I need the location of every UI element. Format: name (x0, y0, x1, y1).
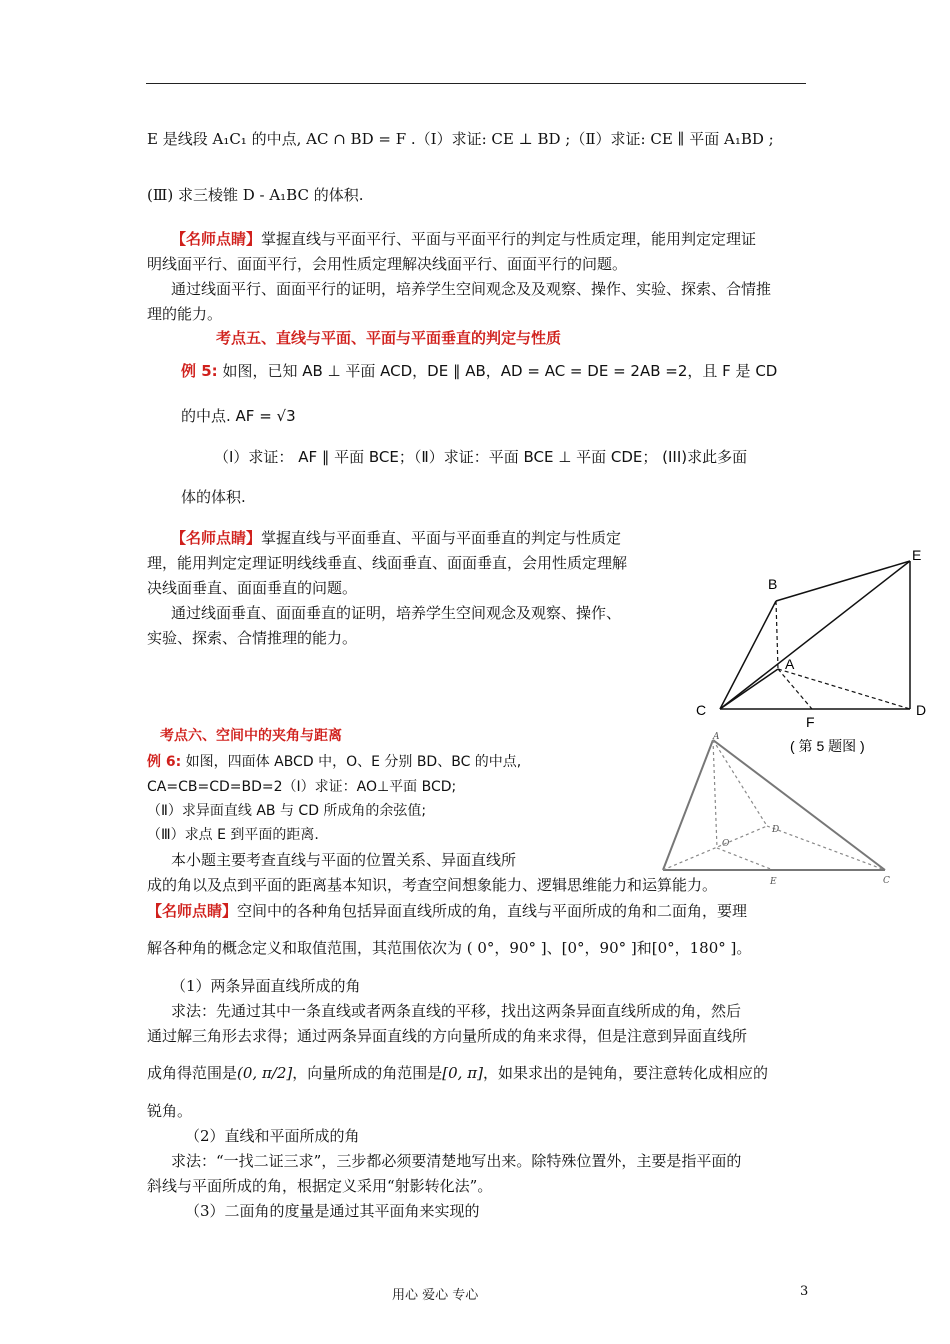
example-6-text-1: 如图，四面体 ABCD 中，O、E 分别 BD、BC 的中点, (185, 754, 522, 770)
header-rule (146, 83, 806, 84)
tip2-line-5: 实验、探索、合情推理的能力。 (147, 629, 358, 647)
label-C: C (696, 702, 707, 718)
tip2-line-1 (171, 527, 621, 548)
subsection-1-para-4: 锐角。 (147, 1102, 193, 1120)
edge-CB (720, 601, 776, 709)
figure-5-diagram (690, 545, 940, 760)
edge-AO (713, 740, 717, 848)
edge-AB (663, 740, 713, 870)
label-E: E (912, 547, 922, 563)
problem-line-1: E 是线段 A₁C₁ 的中点, AC ∩ BD = F .（Ⅰ）求证: CE ⊥ BD ;（Ⅱ）求证: CE ∥ 平面 A₁BD ; (147, 130, 774, 148)
range-text-c: ，如果求出的是钝角，要注意转化成相应的 (482, 1064, 768, 1082)
label-D: D (916, 702, 927, 718)
subsection-1-para-1: 求法：先通过其中一条直线或者两条直线的平移，找出这两条异面直线所成的角，然后 (171, 1002, 742, 1020)
tip1-line-3: 通过线面平行、面面平行的证明，培养学生空间观念及及观察、操作、实验、探索、合情推 (171, 280, 772, 298)
section-6-title: 考点六、空间中的夹角与距离 (160, 728, 342, 744)
tip1-line-2: 明线面平行、面面平行，会用性质定理解决线面平行、面面平行的问题。 (147, 255, 628, 273)
edge-BE (776, 561, 910, 601)
tip1-text-1: 掌握直线与平面平行、平面与平面平行的判定与性质定理，能用判定定理证 (261, 230, 757, 248)
label-O: O (722, 839, 730, 849)
example-6-line-4: （Ⅲ）求点 E 到平面的距离. (147, 827, 319, 843)
range-2: [0, π] (442, 1064, 483, 1082)
range-1: (0, π/2] (237, 1064, 293, 1082)
page-number: 3 (800, 1284, 809, 1299)
example-5-line-2: 的中点. AF = √3 (181, 407, 296, 425)
subsection-1-para-2: 通过解三角形去求得；通过两条异面直线的方向量所成的角来求得，但是注意到异面直线所 (147, 1027, 748, 1045)
subsection-1-para-3 (147, 1062, 768, 1083)
edge-DC (767, 826, 885, 870)
problem-line-2: (Ⅲ) 求三棱锥 D - A₁BC 的体积. (147, 186, 364, 204)
figure-5-caption: ( 第 5 题图 ) (790, 738, 865, 754)
tip2-line-2: 理，能用判定定理证明线线垂直、线面垂直、面面垂直，会用性质定理解 (147, 554, 628, 572)
example-6-line-2: CA=CB=CD=BD=2（Ⅰ）求证：AO⊥平面 BCD; (147, 779, 457, 795)
label-A: A (713, 732, 720, 742)
label-F: F (806, 714, 815, 730)
tip2-line-3: 决线面垂直、面面垂直的问题。 (147, 579, 358, 597)
edge-AC (713, 740, 885, 870)
label-D: D (772, 825, 780, 835)
edge-CE (720, 561, 910, 709)
edge-AD (778, 669, 910, 709)
section-5-title: 考点五、直线与平面、平面与平面垂直的判定与性质 (216, 329, 562, 347)
edge-CA (720, 669, 778, 709)
example-6-para-1: 本小题主要考查直线与平面的位置关系、异面直线所 (171, 851, 517, 869)
range-text-b: ，向量所成的角范围是 (292, 1064, 443, 1082)
label-A: A (785, 656, 795, 672)
edge-BD (663, 826, 767, 870)
range-text-a: 成角得范围是 (147, 1064, 238, 1082)
example-6-para-2: 成的角以及点到平面的距离基本知识，考查空间想象能力、逻辑思维能力和运算能力。 (147, 876, 718, 894)
subsection-2-para-2: 斜线与平面所成的角，根据定义采用“射影转化法”。 (147, 1177, 493, 1195)
example-6-line-3: （Ⅱ）求异面直线 AB 与 CD 所成角的余弦值; (147, 803, 427, 819)
tip1-line-4: 理的能力。 (147, 305, 223, 323)
subsection-3-title: （3）二面角的度量是通过其平面角来实现的 (185, 1202, 480, 1220)
example-5-line-1 (181, 360, 777, 381)
tip3-text-1: 空间中的各种角包括异面直线所成的角，直线与平面所成的角和二面角，要理 (237, 902, 748, 920)
edge-BA (776, 601, 778, 669)
label-E: E (770, 877, 777, 887)
edge-OE (717, 848, 773, 870)
tip-tag: 【名师点睛】 (171, 529, 262, 547)
label-C: C (883, 876, 890, 886)
label-B: B (768, 576, 778, 592)
edge-AF (778, 669, 812, 709)
example-5-tag: 例 5: (181, 362, 218, 380)
tip-tag: 【名师点睛】 (147, 902, 238, 920)
example-5-line-4: 体的体积. (181, 488, 246, 506)
example-6-line-1 (147, 751, 521, 771)
tip3-line-2: 解各种角的概念定义和取值范围，其范围依次为 ( 0°，90° ]、[0°，90° ]和[0°，180° ]。 (147, 939, 752, 957)
edge-AD (713, 740, 767, 826)
subsection-1-title: （1）两条异面直线所成的角 (171, 977, 361, 995)
tip-tag: 【名师点睛】 (171, 230, 262, 248)
figure-6-diagram (655, 730, 900, 890)
footer-motto: 用心 爱心 专心 (392, 1288, 479, 1303)
tip1-line-1 (171, 228, 756, 249)
example-5-line-3: （Ⅰ）求证： AF ∥ 平面 BCE；（Ⅱ）求证：平面 BCE ⊥ 平面 CDE； (III)求此多面 (214, 448, 748, 466)
tip2-text-1: 掌握直线与平面垂直、平面与平面垂直的判定与性质定 (261, 529, 622, 547)
tip3-line-1 (147, 900, 747, 921)
subsection-2-title: （2）直线和平面所成的角 (185, 1127, 360, 1145)
subsection-2-para-1: 求法：“一找二证三求”，三步都必须要清楚地写出来。除特殊位置外，主要是指平面的 (171, 1152, 742, 1170)
example-5-text-1: 如图，已知 AB ⊥ 平面 ACD，DE ∥ AB，AD = AC = DE = 2AB =2，且 F 是 CD (222, 362, 778, 380)
example-6-tag: 例 6: (147, 754, 182, 770)
tip2-line-4: 通过线面垂直、面面垂直的证明，培养学生空间观念及观察、操作、 (171, 604, 622, 622)
